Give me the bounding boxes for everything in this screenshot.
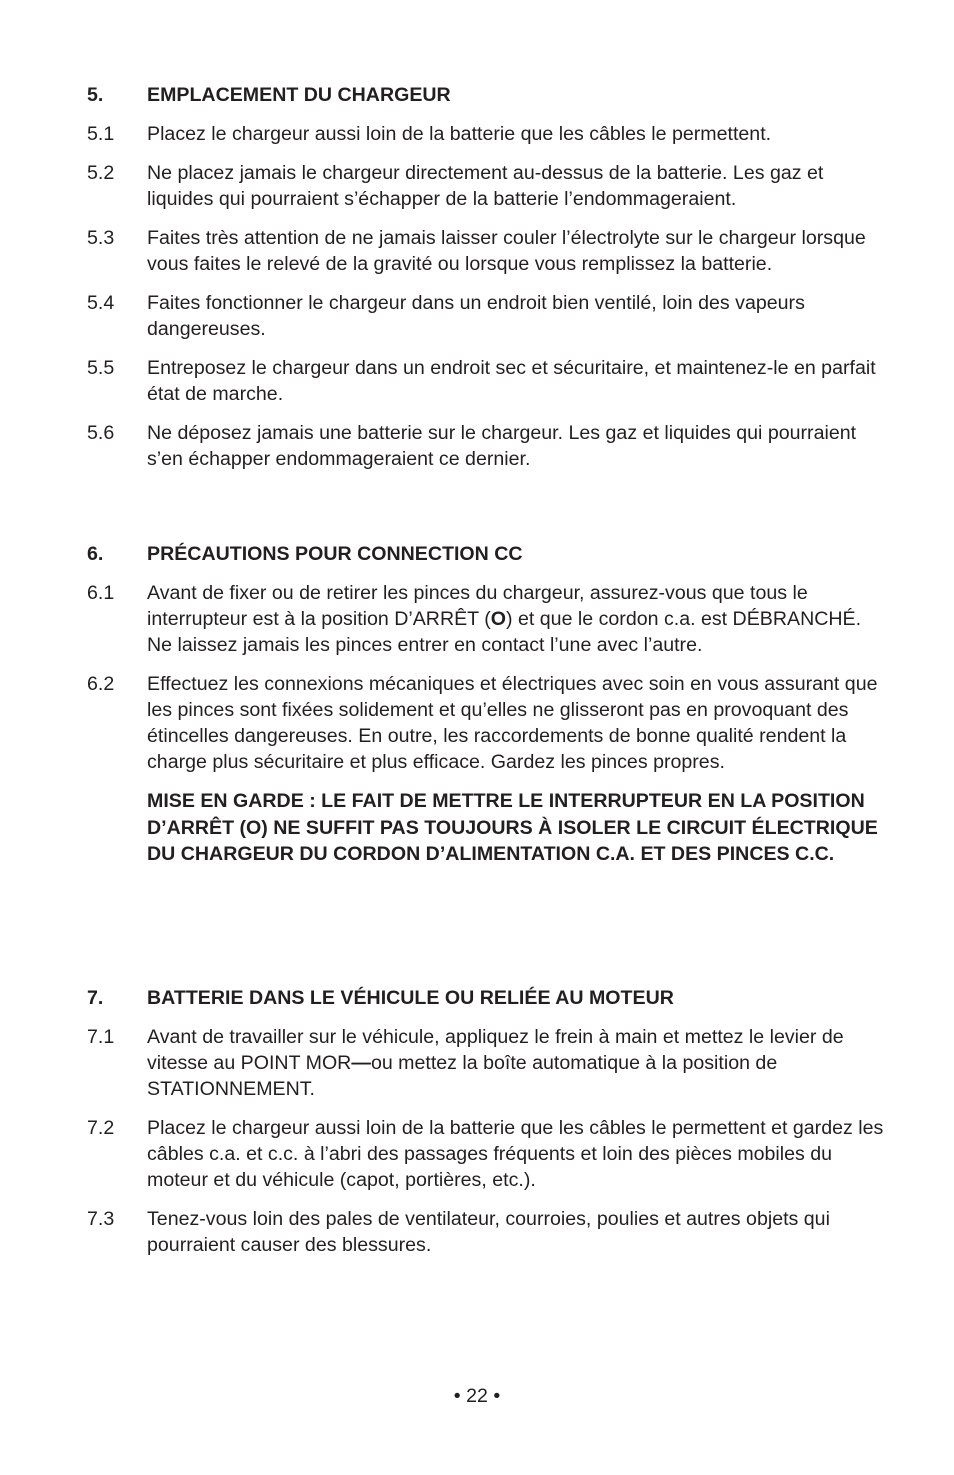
item-number: 7.1 (87, 1026, 115, 1048)
section-heading (87, 985, 887, 1011)
item-text: Effectuez les connexions mécaniques et électriques avec soin en vous assurant que les pinces sont fixées solidement et qu’elles ne glisseront pas en provoquant des étincelles dangereuses. En outre, les raccordements de bonne qualité rendent la charge plus sécuritaire et plus efficace. Gardez les pinces propres. (147, 673, 878, 773)
section-5 (87, 82, 887, 485)
list-item (87, 671, 887, 775)
item-number: 5.6 (87, 422, 115, 444)
section-number: 6. (87, 543, 104, 565)
em-dash: — (351, 1052, 371, 1074)
list-item (87, 1206, 887, 1258)
section-heading (87, 541, 887, 567)
list-item (87, 160, 887, 212)
item-text: Faites fonctionner le chargeur dans un endroit bien ventilé, loin des vapeurs dangereuses. (147, 292, 805, 340)
item-number: 5.2 (87, 162, 115, 184)
list-item (87, 1115, 887, 1193)
item-text-part: Avant de travailler sur le véhicule, appliquez le frein à main et mettez le levier de vitesse au POINT MOR (147, 1026, 844, 1074)
section-7 (87, 985, 887, 1271)
page-number: • 22 • (453, 1385, 501, 1407)
item-text (147, 1024, 887, 1102)
item-text (147, 580, 887, 658)
item-number: 6.1 (87, 582, 115, 604)
item-number: 6.2 (87, 673, 115, 695)
item-text: Placez le chargeur aussi loin de la batterie que les câbles le permettent. (147, 123, 772, 145)
item-number: 7.2 (87, 1117, 115, 1139)
item-number: 5.5 (87, 357, 115, 379)
section-6 (87, 541, 887, 868)
section-number: 7. (87, 987, 104, 1009)
item-text: Placez le chargeur aussi loin de la batterie que les câbles le permettent et gardez les câbles c.a. et c.c. à l’abri des passages fréquents et loin des pièces mobiles du moteur et du véhicule (capot, portières, etc.). (147, 1117, 884, 1191)
item-text: Ne placez jamais le chargeur directement au-dessus de la batterie. Les gaz et liquides qui pourraient s’échapper de la batterie l’endommageraient. (147, 162, 824, 210)
list-item (87, 1024, 887, 1102)
off-symbol: O (490, 608, 507, 630)
item-text: Faites très attention de ne jamais laisser couler l’électrolyte sur le chargeur lorsque vous faites le relevé de la gravité ou lorsque vous remplissez la batterie. (147, 227, 866, 275)
item-text: Ne déposez jamais une batterie sur le chargeur. Les gaz et liquides qui pourraient s’en échapper endommageraient ce dernier. (147, 422, 857, 470)
list-item (87, 225, 887, 277)
warning-text: MISE EN GARDE : LE FAIT DE METTRE LE INTERRUPTEUR EN LA POSITION D’ARRÊT (O) NE SUFFIT PAS TOUJOURS À ISOLER LE CIRCUIT ÉLECTRIQUE DU CHARGEUR DU CORDON D’ALIMENTATION C.A. ET DES PINCES C.C. (147, 790, 878, 865)
list-item (87, 420, 887, 472)
item-number: 5.3 (87, 227, 115, 249)
section-title: EMPLACEMENT DU CHARGEUR (147, 84, 451, 106)
item-text: Entreposez le chargeur dans un endroit sec et sécuritaire, et maintenez-le en parfait état de marche. (147, 357, 876, 405)
section-title: PRÉCAUTIONS POUR CONNECTION CC (147, 543, 523, 565)
list-item (87, 355, 887, 407)
section-title: BATTERIE DANS LE VÉHICULE OU RELIÉE AU MOTEUR (147, 987, 674, 1009)
item-text-part: ou mettez la boîte automatique à la position de STATIONNEMENT. (147, 1052, 778, 1100)
section-heading (87, 82, 887, 108)
list-item (87, 121, 887, 147)
list-item (87, 290, 887, 342)
item-number: 7.3 (87, 1208, 115, 1230)
item-text-part: ) et que le cordon c.a. est DÉBRANCHÉ. Ne laissez jamais les pinces entrer en contact l’une avec l’autre. (147, 608, 862, 656)
item-text-part: Avant de fixer ou de retirer les pinces du chargeur, assurez-vous que tous le interrupteur est à la position D’ARRÊT ( (147, 582, 808, 630)
section-number: 5. (87, 84, 104, 106)
item-number: 5.4 (87, 292, 115, 314)
item-number: 5.1 (87, 123, 115, 145)
item-text: Tenez-vous loin des pales de ventilateur, courroies, poulies et autres objets qui pourraient causer des blessures. (147, 1208, 830, 1256)
list-item (87, 580, 887, 658)
